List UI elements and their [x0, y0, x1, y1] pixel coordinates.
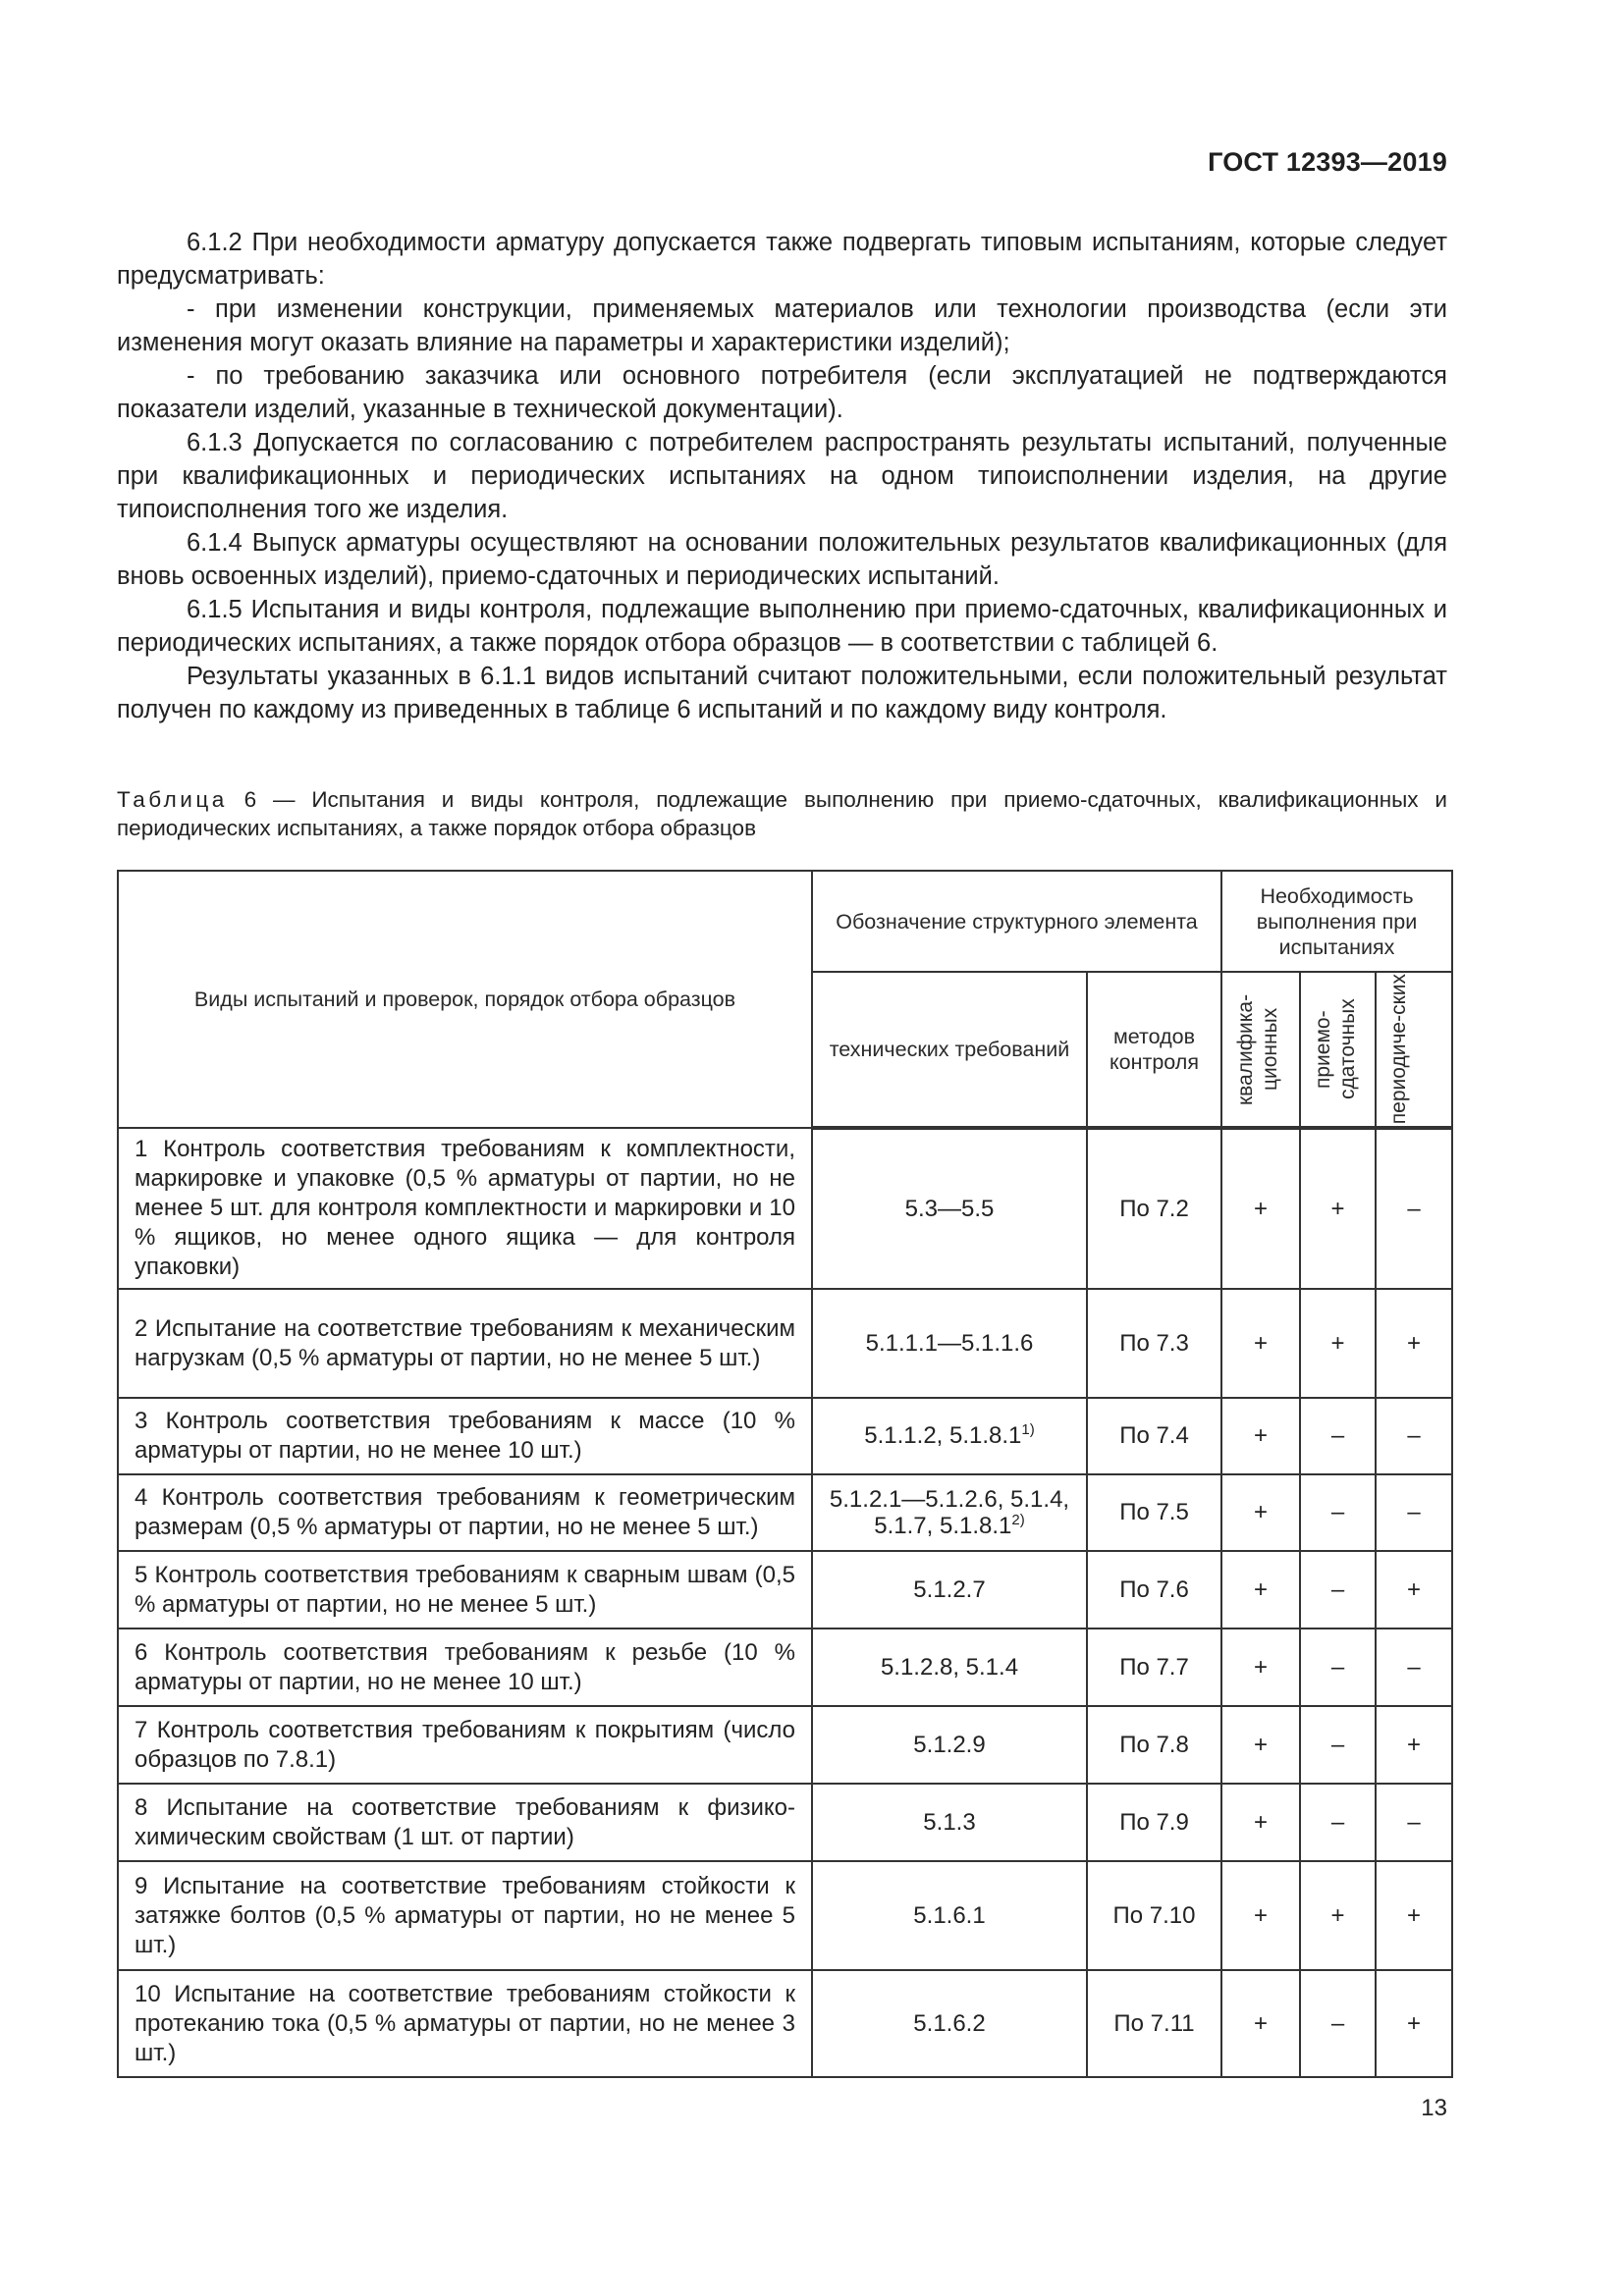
row-tech-value: 5.1.1.2, 5.1.8.1: [864, 1422, 1022, 1449]
row-description: 4 Контроль соответствия требованиям к геометрическим размерам (0,5 % арматуры от партии, но не менее 5 шт.): [118, 1474, 812, 1551]
table-row: [118, 1784, 1452, 1861]
header-acceptance: [1300, 972, 1376, 1128]
row-tech-requirements: [812, 1970, 1087, 2077]
table-row: [118, 1629, 1452, 1706]
row-control-method: По 7.9: [1087, 1784, 1221, 1861]
row-control-method: По 7.11: [1087, 1970, 1221, 2077]
header-methods: методов контроля: [1087, 972, 1221, 1128]
row-description: 3 Контроль соответствия требованиям к массе (10 % арматуры от партии, но не менее 10 шт.): [118, 1398, 812, 1474]
header-designation: Обозначение структурного элемента: [812, 871, 1221, 972]
table-row: [118, 1398, 1452, 1474]
paragraph: 6.1.2 При необходимости арматуру допускается также подвергать типовым испытаниям, которые следует предусматривать:: [117, 229, 1447, 290]
row-control-method: По 7.2: [1087, 1128, 1221, 1289]
row-description: 8 Испытание на соответствие требованиям к физико-химическим свойствам (1 шт. от партии): [118, 1784, 812, 1861]
row-tech-value: 5.1.2.8, 5.1.4: [880, 1653, 1019, 1681]
row-tech-requirements: [812, 1551, 1087, 1629]
row-acceptance-mark: +: [1300, 1128, 1376, 1289]
row-acceptance-mark: –: [1300, 1970, 1376, 2077]
row-periodic-mark: +: [1376, 1551, 1452, 1629]
table-row: [118, 1289, 1452, 1398]
page-number: 13: [1421, 2095, 1447, 2121]
row-periodic-mark: –: [1376, 1629, 1452, 1706]
row-acceptance-mark: –: [1300, 1551, 1376, 1629]
table-caption: [117, 785, 1447, 842]
row-qualification-mark: +: [1221, 1128, 1300, 1289]
row-tech-value: 5.1.6.2: [913, 2009, 986, 2037]
row-qualification-mark: +: [1221, 1474, 1300, 1551]
body-text: [117, 226, 1447, 726]
row-periodic-mark: +: [1376, 1706, 1452, 1784]
row-description: 1 Контроль соответствия требованиям к комплектности, маркировке и упаковке (0,5 % арматуры от партии, но не менее 5 шт. для контроля комплектности и маркировки и 10 % ящиков, но менее одного ящика — для контроля упаковки): [118, 1128, 812, 1289]
row-tech-footnote: 2): [1011, 1512, 1025, 1528]
table-row: [118, 1474, 1452, 1551]
row-tech-requirements: [812, 1629, 1087, 1706]
row-acceptance-mark: +: [1300, 1861, 1376, 1970]
tests-table: [117, 870, 1453, 2078]
row-acceptance-mark: –: [1300, 1629, 1376, 1706]
row-periodic-mark: –: [1376, 1128, 1452, 1289]
row-control-method: По 7.8: [1087, 1706, 1221, 1784]
header-periodic-label: периодиче-ских: [1387, 974, 1411, 1125]
paragraph: - при изменении конструкции, применяемых материалов или технологии производства (если эти изменения могут оказать влияние на параметры и характеристики изделий);: [117, 295, 1447, 356]
table-caption-label: Таблица: [117, 787, 228, 812]
row-periodic-mark: –: [1376, 1474, 1452, 1551]
row-periodic-mark: +: [1376, 1970, 1452, 2077]
row-qualification-mark: +: [1221, 1706, 1300, 1784]
row-acceptance-mark: –: [1300, 1784, 1376, 1861]
table-row: [118, 1706, 1452, 1784]
row-control-method: По 7.7: [1087, 1629, 1221, 1706]
row-description: 5 Контроль соответствия требованиям к сварным швам (0,5 % арматуры от партии, но не менее 5 шт.): [118, 1551, 812, 1629]
table-row: [118, 1128, 1452, 1289]
table-caption-text: 6 — Испытания и виды контроля, подлежащие выполнению при приемо-сдаточных, квалификационных и периодических испытаниях, а также порядок отбора образцов: [117, 787, 1447, 840]
row-qualification-mark: +: [1221, 1970, 1300, 2077]
header-periodic: [1376, 972, 1452, 1128]
row-tech-value: 5.1.6.1: [913, 1901, 986, 1929]
paragraph: - по требованию заказчика или основного потребителя (если эксплуатацией не подтверждаются показатели изделий, указанные в технической документации).: [117, 362, 1447, 423]
row-control-method: По 7.10: [1087, 1861, 1221, 1970]
row-tech-requirements: [812, 1861, 1087, 1970]
paragraph: 6.1.3 Допускается по согласованию с потребителем распространять результаты испытаний, полученные при квалификационных и периодических испытаниях на одном типоисполнении изделия, на другие типоисполнения того же изделия.: [117, 429, 1447, 523]
row-periodic-mark: +: [1376, 1289, 1452, 1398]
row-tech-value: 5.1.3: [923, 1808, 976, 1836]
paragraph: 6.1.4 Выпуск арматуры осуществляют на основании положительных результатов квалификационных (для вновь освоенных изделий), приемо-сдаточных и периодических испытаний.: [117, 529, 1447, 590]
row-description: 2 Испытание на соответствие требованиям к механическим нагрузкам (0,5 % арматуры от партии, но не менее 5 шт.): [118, 1289, 812, 1398]
header-qualification-label: квалифика-ционных: [1234, 993, 1282, 1105]
row-qualification-mark: +: [1221, 1551, 1300, 1629]
row-tech-value: 5.1.2.9: [913, 1731, 986, 1758]
row-control-method: По 7.4: [1087, 1398, 1221, 1474]
table-row: [118, 1861, 1452, 1970]
row-tech-footnote: 1): [1021, 1421, 1035, 1438]
row-tech-value: 5.1.1.1—5.1.1.6: [865, 1329, 1034, 1357]
row-tech-value: 5.1.2.1—5.1.2.6, 5.1.4, 5.1.7, 5.1.8.1: [829, 1486, 1070, 1539]
row-description: 9 Испытание на соответствие требованиям стойкости к затяжке болтов (0,5 % арматуры от партии, но не менее 5 шт.): [118, 1861, 812, 1970]
row-tech-requirements: [812, 1784, 1087, 1861]
row-control-method: По 7.6: [1087, 1551, 1221, 1629]
row-tech-requirements: [812, 1474, 1087, 1551]
row-qualification-mark: +: [1221, 1398, 1300, 1474]
row-tech-value: 5.3—5.5: [904, 1195, 995, 1222]
row-description: 7 Контроль соответствия требованиям к покрытиям (число образцов по 7.8.1): [118, 1706, 812, 1784]
row-periodic-mark: –: [1376, 1398, 1452, 1474]
paragraph: 6.1.5 Испытания и виды контроля, подлежащие выполнению при приемо-сдаточных, квалификационных и периодических испытаниях, а также порядок отбора образцов — в соответствии с таблицей 6.: [117, 596, 1447, 657]
table-row: [118, 1551, 1452, 1629]
row-control-method: По 7.3: [1087, 1289, 1221, 1398]
row-tech-requirements: [812, 1398, 1087, 1474]
row-description: 10 Испытание на соответствие требованиям стойкости к протеканию тока (0,5 % арматуры от партии, но не менее 3 шт.): [118, 1970, 812, 2077]
header-kinds: Виды испытаний и проверок, порядок отбора образцов: [118, 871, 812, 1128]
row-qualification-mark: +: [1221, 1629, 1300, 1706]
row-periodic-mark: +: [1376, 1861, 1452, 1970]
row-acceptance-mark: –: [1300, 1474, 1376, 1551]
row-tech-requirements: [812, 1706, 1087, 1784]
table-row: [118, 1970, 1452, 2077]
header-necessity: Необходимость выполнения при испытаниях: [1221, 871, 1452, 972]
row-qualification-mark: +: [1221, 1289, 1300, 1398]
paragraph: Результаты указанных в 6.1.1 видов испытаний считают положительными, если положительный результат получен по каждому из приведенных в таблице 6 испытаний и по каждому виду контроля.: [117, 663, 1447, 723]
row-periodic-mark: –: [1376, 1784, 1452, 1861]
row-control-method: По 7.5: [1087, 1474, 1221, 1551]
document-code: ГОСТ 12393—2019: [1208, 147, 1447, 177]
row-tech-requirements: [812, 1128, 1087, 1289]
row-qualification-mark: +: [1221, 1784, 1300, 1861]
row-description: 6 Контроль соответствия требованиям к резьбе (10 % арматуры от партии, но не менее 10 шт.): [118, 1629, 812, 1706]
header-tech-req: технических требований: [812, 972, 1087, 1128]
row-qualification-mark: +: [1221, 1861, 1300, 1970]
header-acceptance-label: приемо-сдаточных: [1311, 998, 1359, 1100]
row-acceptance-mark: –: [1300, 1706, 1376, 1784]
row-acceptance-mark: –: [1300, 1398, 1376, 1474]
row-tech-value: 5.1.2.7: [913, 1575, 986, 1603]
header-qualification: [1221, 972, 1300, 1128]
row-acceptance-mark: +: [1300, 1289, 1376, 1398]
row-tech-requirements: [812, 1289, 1087, 1398]
